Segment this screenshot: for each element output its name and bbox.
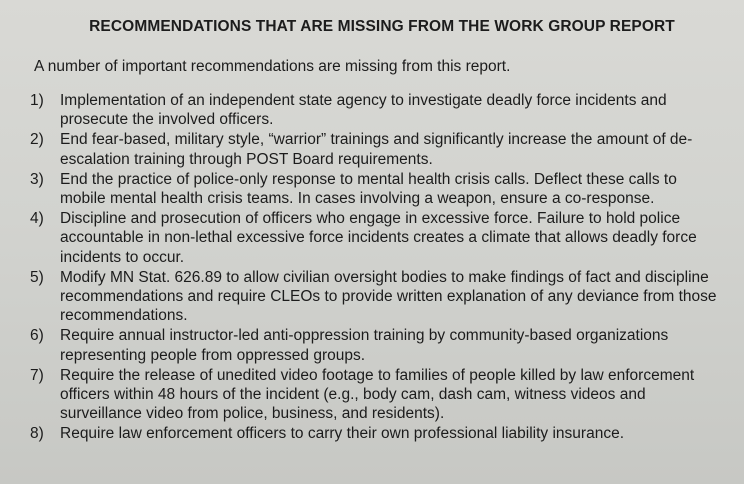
item-number: 1) — [30, 92, 44, 109]
item-number: 8) — [30, 425, 44, 443]
recommendations-list — [30, 91, 724, 444]
intro-paragraph: A number of important recommendations are missing from this report. — [34, 58, 511, 75]
item-text: Require the release of unedited video footage to families of people killed by law enforcement officers within 48 hours of the incident (e.g., body cam, dash cam, witness videos and surveillance video from police, business, and residents). — [60, 366, 695, 423]
list-item — [30, 170, 724, 208]
item-text: End the practice of police-only response to mental health crisis calls. Deflect these calls to mobile mental health crisis teams. In cases involving a weapon, ensure a co-response. — [60, 170, 677, 208]
item-number: 5) — [30, 268, 44, 286]
item-number: 3) — [30, 170, 44, 188]
item-number: 7) — [30, 366, 44, 384]
item-text: Require law enforcement officers to carry their own professional liability insurance. — [60, 425, 625, 443]
item-text: Discipline and prosecution of officers who engage in excessive force. Failure to hold police accountable in non-lethal excessive force incidents creates a climate that allows deadly force incidents to occur. — [60, 210, 697, 266]
item-number: 6) — [30, 327, 44, 345]
list-item — [30, 91, 724, 129]
list-item — [30, 209, 724, 267]
item-number: 4) — [30, 210, 44, 228]
list-item — [30, 130, 724, 168]
item-number: 2) — [30, 131, 44, 149]
item-text: End fear-based, military style, “warrior” trainings and significantly increase the amount of de-escalation training through POST Board requirements. — [60, 131, 693, 168]
list-item — [30, 424, 724, 443]
item-text: Modify MN Stat. 626.89 to allow civilian oversight bodies to make findings of fact and discipline recommendations and require CLEOs to provide written explanation of any deviance from those recommendations. — [60, 268, 717, 325]
list-item — [30, 268, 724, 326]
list-item — [30, 366, 724, 424]
list-item — [30, 326, 724, 364]
item-text: Require annual instructor-led anti-oppression training by community-based organizations representing people from oppressed groups. — [60, 327, 669, 364]
document-title: RECOMMENDATIONS THAT ARE MISSING FROM THE WORK GROUP REPORT — [89, 18, 675, 35]
item-text: Implementation of an independent state agency to investigate deadly force incidents and prosecute the involved officers. — [60, 92, 667, 129]
